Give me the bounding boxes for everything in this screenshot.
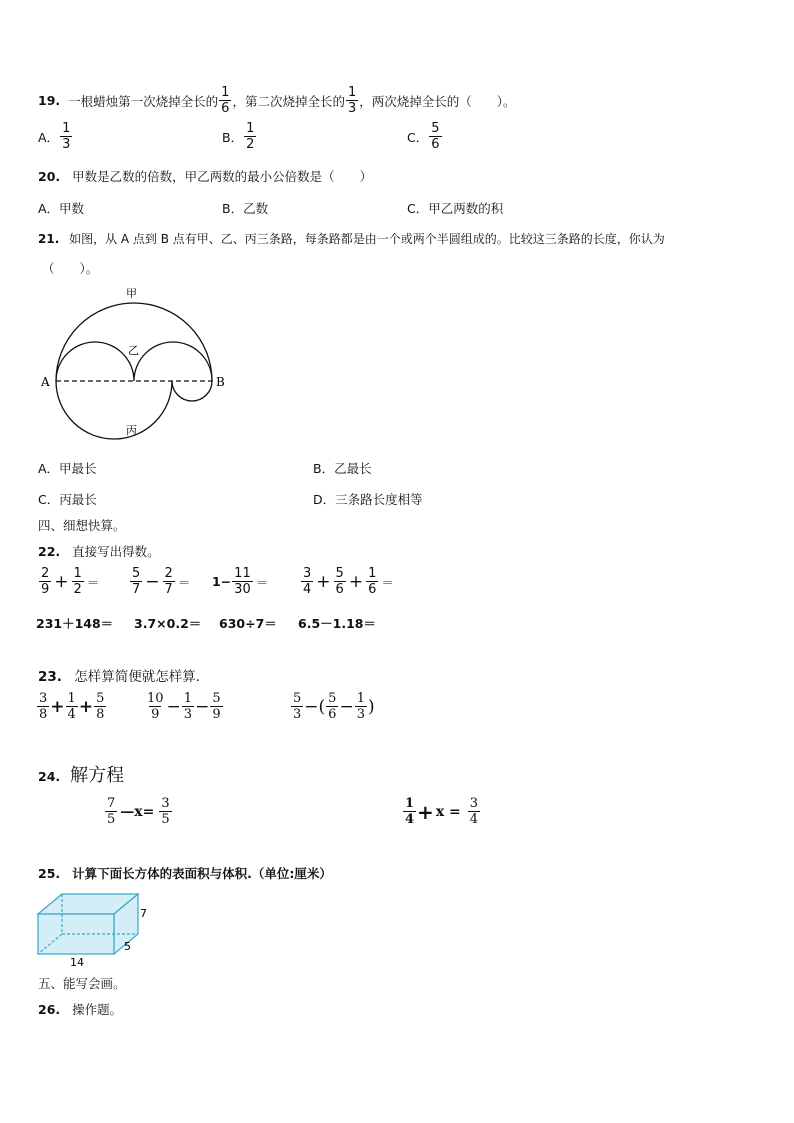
label-yi: 乙 <box>128 344 139 357</box>
q19-stem <box>38 86 516 115</box>
q23-text: 怎样算简便就怎样算． <box>74 669 210 685</box>
width-label: 5 <box>124 940 131 953</box>
q20-number: 20. <box>38 169 61 184</box>
label-b: B <box>216 375 225 389</box>
q23-number: 23. <box>38 669 62 685</box>
q21-stem-cont: （ ）。 <box>42 261 99 276</box>
q26-number: 26. <box>38 1002 61 1017</box>
q19-text-1: 一根蜡烛第一次烧掉全长的 <box>68 93 219 109</box>
q26-stem <box>38 1000 122 1018</box>
q21-semicircle-figure <box>36 282 236 447</box>
section-4-heading: 四、细想快算。 <box>38 518 126 533</box>
q23-stem <box>38 665 209 685</box>
q20-option-b[interactable]: B．乙数 <box>222 201 269 216</box>
q19-number: 19. <box>38 93 61 108</box>
q20-option-c[interactable]: C．甲乙两数的积 <box>407 201 504 216</box>
q21-option-d[interactable]: D．三条路长度相等 <box>313 492 423 507</box>
label-bing: 丙 <box>126 424 137 437</box>
q26-text: 操作题。 <box>72 1002 123 1017</box>
q25-stem <box>38 864 332 882</box>
q25-number: 25. <box>38 866 61 881</box>
q23-expr-1: $\frac{3}{8}$ + $\frac{1}{4}$ + $\frac{5}{8}$ <box>39 691 105 722</box>
q22-calc-4: 6.5－1.18＝ <box>298 616 376 631</box>
q22-stem <box>38 542 160 560</box>
q23-expr-2: $\frac{10}{9}$ − $\frac{1}{3}$ − $\frac{5}{9}$ <box>147 691 221 722</box>
q19-fraction-1: $\frac{1}{6}$ <box>221 85 230 116</box>
path-jia <box>56 303 212 381</box>
q21-number: 21. <box>38 232 60 246</box>
q22-calc-2: 3.7×0.2＝ <box>134 616 202 631</box>
q22-text: 直接写出得数。 <box>72 544 160 559</box>
cuboid-figure <box>34 890 154 970</box>
q19-option-a[interactable]: A． $\frac{1}{3}$ <box>38 121 71 152</box>
q22-number: 22. <box>38 544 61 559</box>
q22-calc-1: 231＋148＝ <box>36 616 114 631</box>
q23-expr-3: $\frac{5}{3}$ −( $\frac{5}{6}$ − $\frac{1}{3}$ ) <box>293 691 375 722</box>
length-label: 14 <box>70 956 84 969</box>
q21-option-c[interactable]: C．丙最长 <box>38 492 97 507</box>
q19-text-3: ，两次烧掉全长的（ ）。 <box>359 93 516 109</box>
section-5-heading: 五、能写会画。 <box>38 976 126 991</box>
q24-equation-1: $\frac{7}{5}$ —x= $\frac{3}{5}$ <box>107 796 170 827</box>
q20-stem <box>38 167 372 185</box>
label-jia: 甲 <box>126 287 137 300</box>
q25-text: 计算下面长方体的表面积与体积.（单位:厘米） <box>72 866 332 881</box>
q21-stem <box>38 230 665 247</box>
q19-fraction-2: $\frac{1}{3}$ <box>347 85 357 116</box>
q19-text-2: ，第二次烧掉全长的 <box>232 93 345 109</box>
q24-text: 解方程 <box>70 765 125 786</box>
q22-expr-2: $\frac{5}{7}$ − $\frac{2}{7}$ ＝ <box>132 566 191 597</box>
q21-text: 如图，从 A 点到 B 点有甲、乙、丙三条路，每条路都是由一个或两个半圆组成的。比较这三条路的长度，你认为 <box>69 232 665 246</box>
q21-option-b[interactable]: B．乙最长 <box>313 461 372 476</box>
q24-stem <box>38 761 124 787</box>
q20-option-a[interactable]: A．甲数 <box>38 201 85 216</box>
q22-expr-4: $\frac{3}{4}$ + $\frac{5}{6}$ + $\frac{1}{6}$ ＝ <box>303 566 394 597</box>
q24-equation-2: $\frac{1}{4}$ + x = $\frac{3}{4}$ <box>405 796 479 827</box>
q22-calc-3: 630÷7＝ <box>219 616 277 631</box>
q20-text: 甲数是乙数的倍数，甲乙两数的最小公倍数是（ ） <box>72 169 373 184</box>
q19-option-b[interactable]: B． $\frac{1}{2}$ <box>222 121 255 152</box>
q22-expr-1: $\frac{2}{9}$ + $\frac{1}{2}$ ＝ <box>41 566 100 597</box>
q21-option-a[interactable]: A．甲最长 <box>38 461 97 476</box>
q22-expr-3: 1− $\frac{11}{30}$ ＝ <box>212 566 269 597</box>
q19-option-c[interactable]: C． $\frac{5}{6}$ <box>407 121 440 152</box>
label-a: A <box>41 375 50 389</box>
q24-number: 24. <box>38 769 61 784</box>
height-label: 7 <box>140 907 147 920</box>
